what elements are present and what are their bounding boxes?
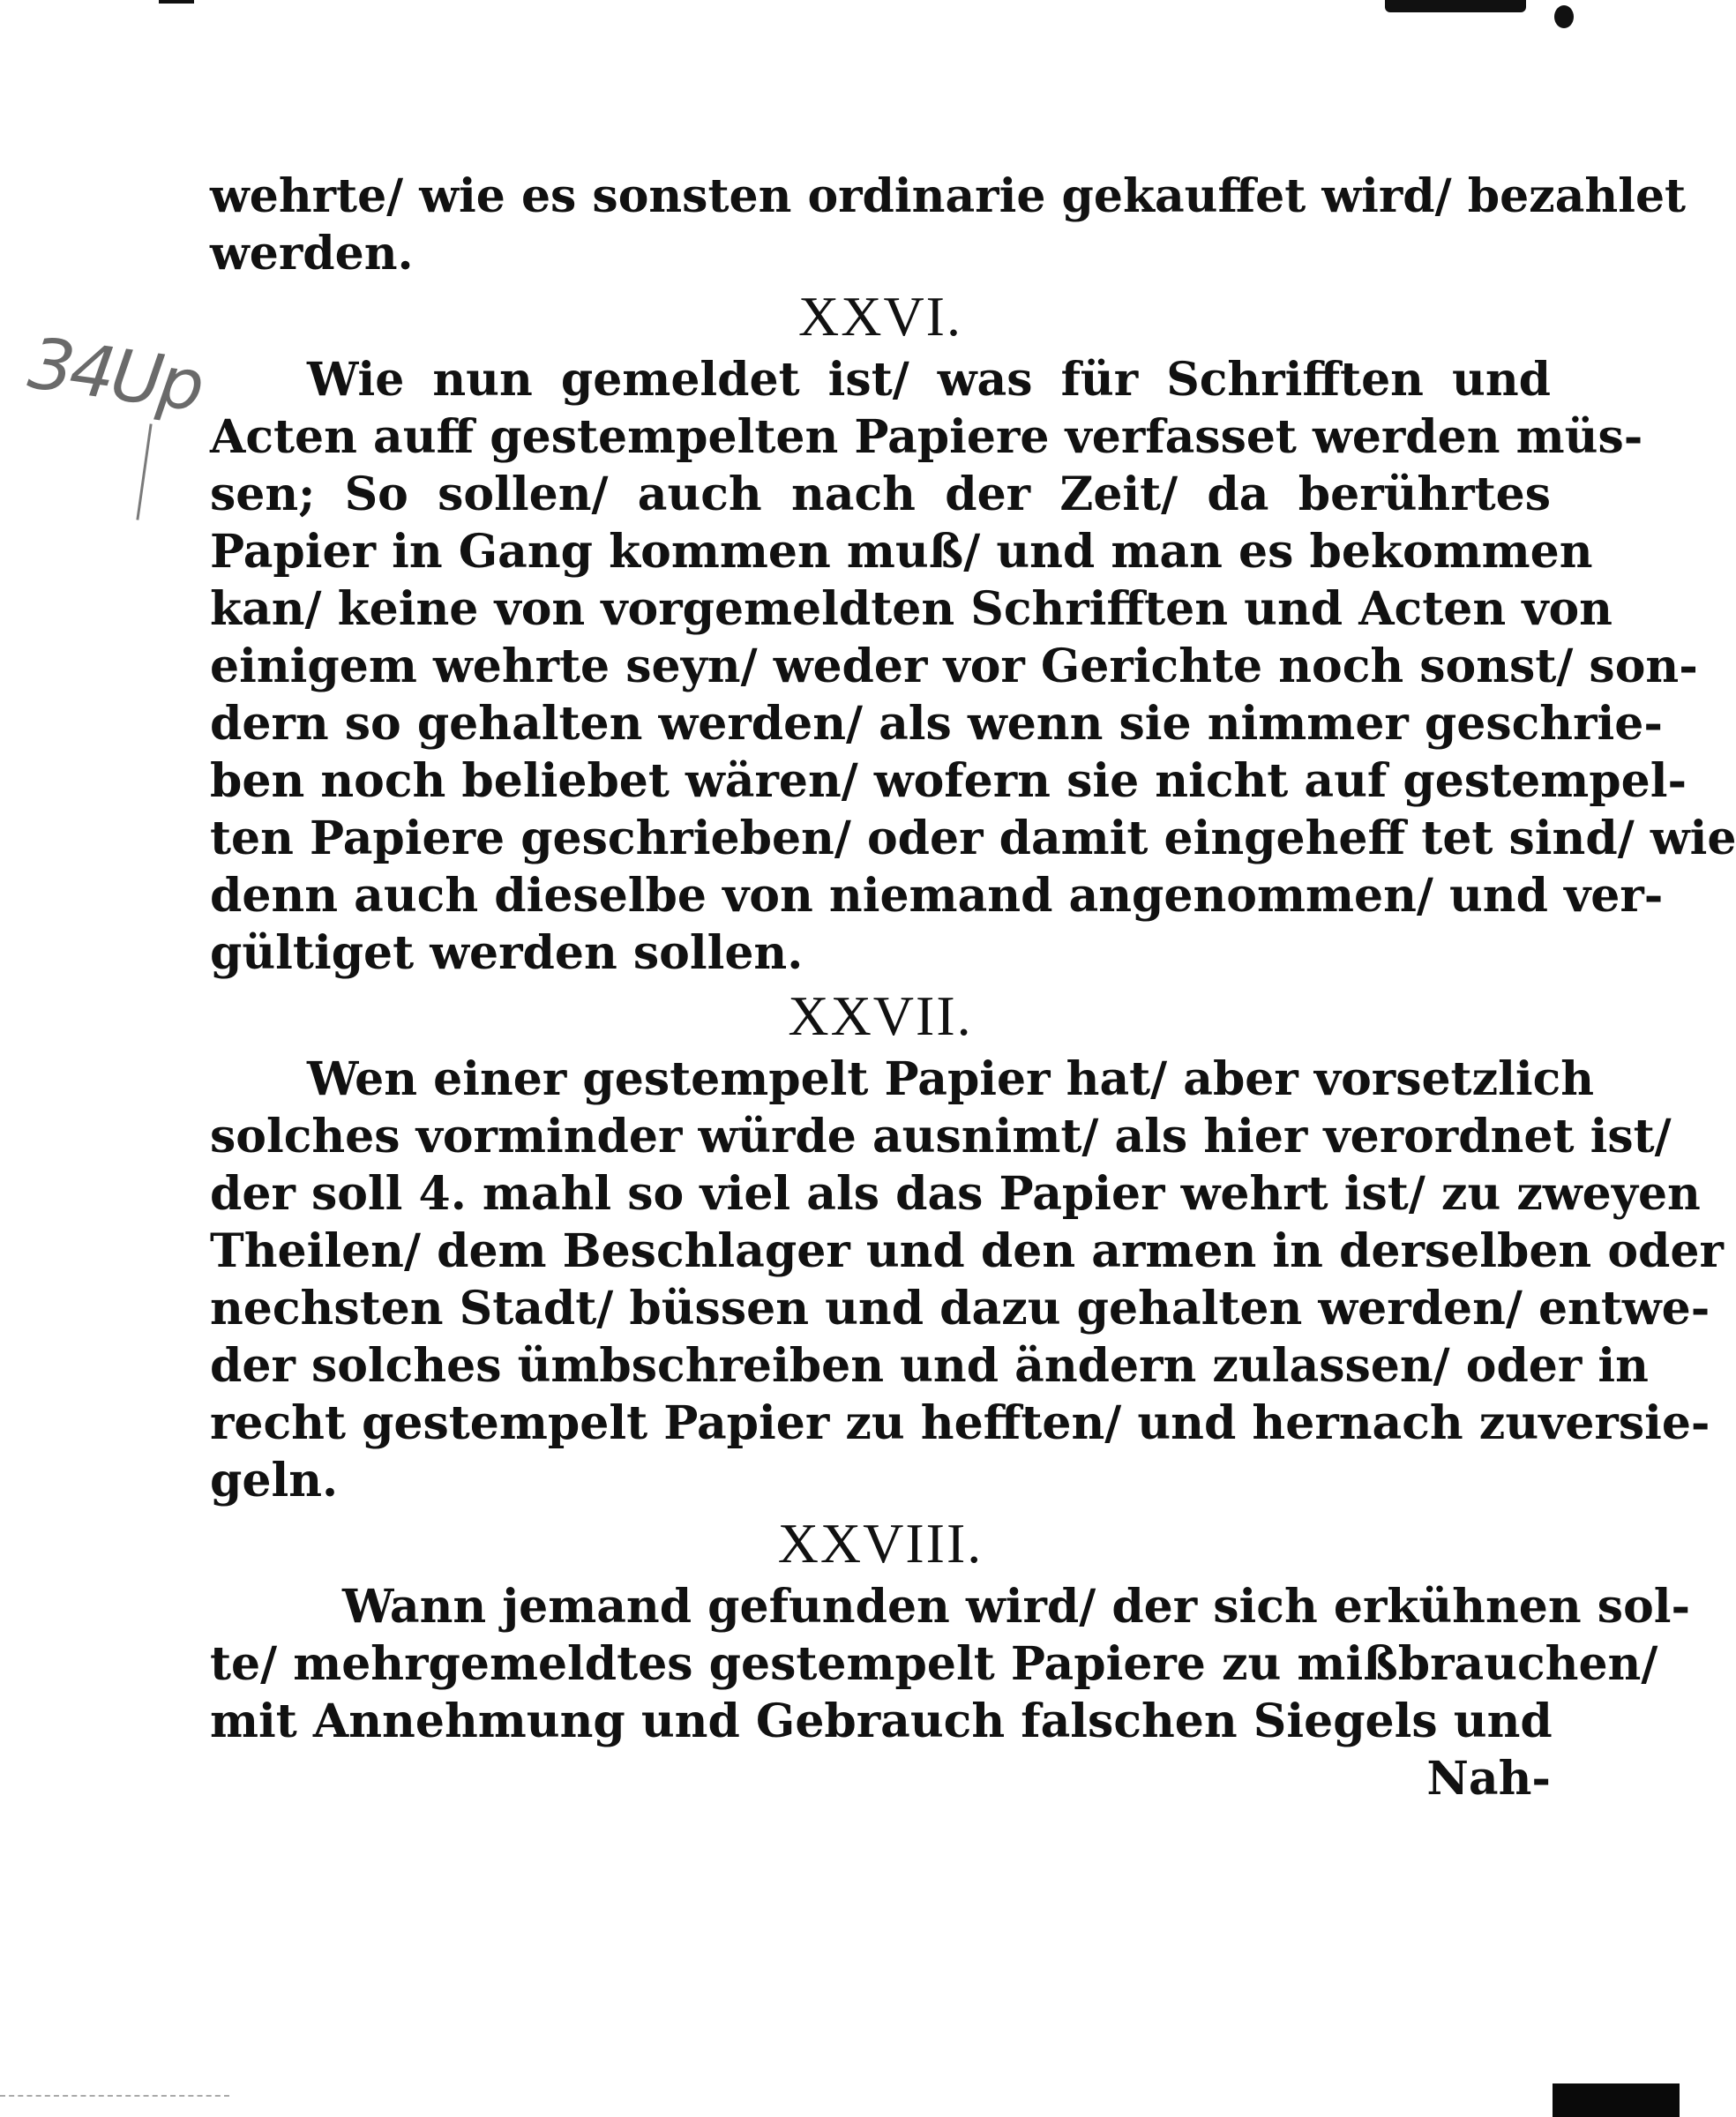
text-line: Theilen/ dem Beschlager und den armen in derselben oder: [210, 1224, 1724, 1278]
section-xxviii: [210, 1509, 1691, 1807]
main-text: [210, 168, 1736, 1807]
text-line: gültiget werden sollen.: [210, 926, 804, 980]
text-line: sen; So sollen/ auch nach der Zeit/ da berührtes: [210, 468, 1551, 521]
text-line: solches vorminder würde ausnimt/ als hier verordnet ist/: [210, 1110, 1672, 1163]
text-line: te/ mehrgemeldtes gestempelt Papiere zu mißbrauchen/: [210, 1637, 1658, 1691]
intro-paragraph: [210, 168, 1687, 282]
text-line: recht gestempelt Papier zu hefften/ und hernach zuversie-: [210, 1396, 1710, 1450]
text-line: denn auch dieselbe von niemand angenommen/ und ver-: [210, 869, 1664, 923]
text-line: Acten auff gestempelten Papiere verfasset werden müs-: [210, 410, 1643, 464]
handwritten-margin-note: 34Up: [24, 322, 206, 428]
text-line: kan/ keine von vorgemeldten Schrifften und Acten von: [210, 582, 1613, 636]
text-line: einigem wehrte seyn/ weder vor Gerichte noch sonst/ son-: [210, 640, 1698, 693]
text-line: dern so gehalten werden/ als wenn sie nimmer geschrie-: [210, 697, 1663, 751]
text-line: Papier in Gang kommen muß/ und man es bekommen: [210, 525, 1593, 579]
section-heading: XXVII.: [788, 984, 973, 1047]
section-xxvi: [210, 282, 1736, 982]
text-line: wehrte/ wie es sonsten ordinarie gekauffet wird/ bezahlet: [210, 169, 1687, 223]
text-line: nechsten Stadt/ büssen und dazu gehalten werden/ entwe-: [210, 1282, 1710, 1335]
text-line: ben noch beliebet wären/ wofern sie nicht auf gestempel-: [210, 754, 1687, 808]
section-xxvii: [210, 982, 1724, 1509]
handwritten-pencil-stroke: [136, 423, 152, 520]
catchword: Nah-: [1426, 1752, 1551, 1806]
text-line: werden.: [210, 227, 414, 281]
text-line: mit Annehmung und Gebrauch falschen Siegels und: [210, 1694, 1553, 1748]
scan-smudge: [1385, 0, 1526, 12]
scan-ink-dot: [1554, 5, 1574, 28]
text-line: Wen einer gestempelt Papier hat/ aber vorsetzlich: [307, 1052, 1595, 1106]
text-line: Wie nun gemeldet ist/ was für Schrifften und: [307, 353, 1551, 407]
scan-smudge: [159, 0, 194, 4]
text-line: der soll 4. mahl so viel als das Papier wehrt ist/ zu zweyen: [210, 1167, 1701, 1221]
text-line: der solches ümbschreiben und ändern zulassen/ oder in: [210, 1339, 1649, 1393]
scan-specks: [0, 2095, 229, 2106]
text-line: ten Papiere geschrieben/ oder damit eingeheff tet sind/ wie: [210, 812, 1736, 865]
section-heading: XXVIII.: [777, 1512, 984, 1575]
section-heading: XXVI.: [798, 285, 962, 348]
scan-edge-shadow: [1553, 2083, 1680, 2117]
text-line: Wann jemand gefunden wird/ der sich erkühnen sol-: [342, 1580, 1691, 1634]
text-line: geln.: [210, 1454, 339, 1507]
